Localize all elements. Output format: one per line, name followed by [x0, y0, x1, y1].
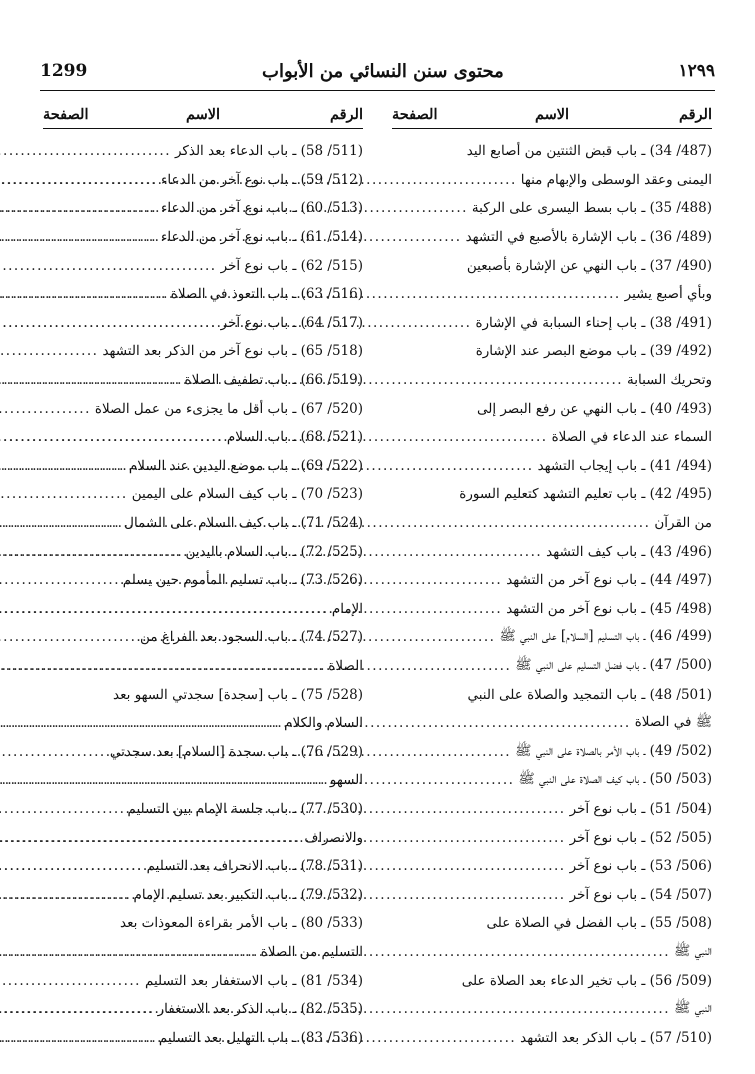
left-column	[43, 100, 363, 1052]
dot-leader	[0, 458, 125, 474]
toc-entry-line	[392, 166, 712, 195]
entry-title: (519/ 66) ـ باب تطفيف الصلاة	[184, 372, 363, 389]
toc-entry-line	[43, 537, 363, 566]
entry-title: (502/ 49) ـ باب الأمر بالصلاة على النبي ﷺ	[515, 742, 712, 759]
entry-title: (534/ 81) ـ باب الاستغفار بعد التسليم	[144, 972, 363, 989]
page-number-latin: 1299	[40, 61, 88, 81]
right-column	[392, 100, 712, 1052]
entry-title: (521/ 68) ـ باب السلام	[226, 429, 363, 446]
toc-entry-line	[392, 595, 712, 624]
toc-entry-line	[43, 337, 363, 366]
dot-leader	[0, 258, 217, 274]
toc-entry-line	[392, 737, 712, 766]
header-rule	[40, 90, 715, 91]
entry-title: (513/ 60) ـ باب نوع آخر من الدعاء	[161, 200, 363, 217]
toc-entry-line	[43, 623, 363, 652]
toc-entry-line	[392, 623, 712, 652]
toc-entry-line	[43, 823, 363, 852]
page-column-label: الصفحة	[43, 105, 89, 123]
entry-title: والانصراف	[304, 829, 363, 846]
entry-title: (488/ 35) ـ باب بسط اليسرى على الركبة	[471, 200, 712, 217]
toc-list-left	[43, 137, 363, 1052]
dot-leader	[0, 486, 128, 502]
toc-entry-line	[392, 394, 712, 423]
entry-title: (500/ 47) ـ باب فضل التسليم على النبي ﷺ	[515, 656, 712, 673]
entry-title: (498/ 45) ـ باب نوع آخر من التشهد	[506, 600, 712, 617]
toc-entry-line	[43, 652, 363, 681]
toc-entry-line	[392, 537, 712, 566]
entry-title: (504/ 51) ـ باب نوع آخر	[569, 800, 712, 817]
entry-title: (495/ 42) ـ باب تعليم التشهد كتعليم السورة	[459, 486, 712, 503]
toc-entry-line	[392, 251, 712, 280]
running-header	[40, 56, 715, 86]
entry-title: اليمنى وعقد الوسطى والإبهام منها	[520, 171, 712, 188]
toc-entry-line	[43, 566, 363, 595]
toc-entry-line	[392, 652, 712, 681]
dot-leader	[0, 343, 98, 359]
toc-entry-line	[392, 423, 712, 452]
entry-title: (536/ 83) ـ باب التهليل بعد التسليم	[158, 1029, 363, 1046]
entry-title: (535/ 82) ـ باب الذكر بعد الاستغفار	[157, 1001, 363, 1018]
entry-title: (525/ 72) ـ باب السلام باليدين	[185, 543, 363, 560]
number-column-label: الرقم	[329, 105, 363, 123]
entry-title: (518/ 65) ـ باب نوع آخر من الذكر بعد التشهد	[102, 343, 363, 360]
toc-entry-line	[43, 280, 363, 309]
entry-title: (501/ 48) ـ باب التمجيد والصلاة على النبي	[467, 686, 712, 703]
column-header	[43, 100, 363, 129]
entry-title: (505/ 52) ـ باب نوع آخر	[569, 829, 712, 846]
toc-entry-line	[43, 509, 363, 538]
toc-entry-line	[43, 166, 363, 195]
toc-entry-line	[392, 480, 712, 509]
toc-entry-line	[392, 337, 712, 366]
entry-title: السلام والكلام	[284, 715, 363, 732]
dot-leader	[0, 372, 181, 388]
toc-entry-line	[43, 680, 363, 709]
number-column-label: الرقم	[678, 105, 712, 123]
dot-leader	[0, 286, 167, 302]
entry-title: (514/ 61) ـ باب نوع آخر من الدعاء	[161, 229, 363, 246]
entry-title: (515/ 62) ـ باب نوع آخر	[220, 257, 363, 274]
entry-title: (527/ 74) ـ باب السجود بعد الفراغ من	[139, 629, 363, 646]
dot-leader	[0, 172, 157, 188]
toc-entry-line	[392, 566, 712, 595]
name-column-label: الاسم	[534, 105, 570, 123]
entry-title: (492/ 39) ـ باب موضع البصر عند الإشارة	[475, 343, 712, 360]
entry-title: (517/ 64) ـ باب نوع آخر	[220, 314, 363, 331]
toc-list-right	[392, 137, 712, 1052]
entry-title: الإمام	[331, 600, 363, 617]
entry-title: (529/ 76) ـ باب سجدة [السلام] بعد سجدتي	[109, 743, 363, 760]
toc-entry-line	[392, 452, 712, 481]
toc-entry-line	[43, 938, 363, 967]
entry-title: التسليم من الصلاة	[260, 943, 363, 960]
toc-entry-line	[392, 852, 712, 881]
toc-entry-line	[43, 480, 363, 509]
toc-entry-line	[43, 737, 363, 766]
entry-title: (512/ 59) ـ باب نوع آخر من الدعاء	[161, 171, 363, 188]
entry-title: (508/ 55) ـ باب الفضل في الصلاة على	[486, 915, 712, 932]
entry-title: (526/ 73) ـ باب تسليم المأموم حين يسلم	[122, 572, 363, 589]
toc-entry-line	[392, 880, 712, 909]
toc-entry-line	[392, 280, 712, 309]
entry-title: (522/ 69) ـ باب موضع اليدين عند السلام	[128, 457, 363, 474]
page-title: محتوى سنن النسائي من الأبواب	[262, 60, 504, 82]
entry-title: السماء عند الدعاء في الصلاة	[551, 429, 712, 446]
entry-title: (496/ 43) ـ باب كيف التشهد	[546, 543, 712, 560]
entry-title: (523/ 70) ـ باب كيف السلام على اليمين	[131, 486, 363, 503]
entry-title: (490/ 37) ـ باب النهي عن الإشارة بأصبعين	[466, 257, 712, 274]
dot-leader	[0, 200, 157, 216]
entry-title: (533/ 80) ـ باب الأمر بقراءة المعوذات بعد	[120, 915, 363, 932]
entry-title: من القرآن	[654, 515, 712, 532]
entry-title: النبي ﷺ	[673, 1000, 712, 1017]
dot-leader	[0, 772, 326, 788]
entry-title: (507/ 54) ـ باب نوع آخر	[569, 886, 712, 903]
entry-title: (494/ 41) ـ باب إيجاب التشهد	[537, 457, 712, 474]
toc-entry-line	[392, 766, 712, 795]
toc-entry-line	[392, 223, 712, 252]
entry-title: وتحريك السبابة	[627, 372, 712, 389]
entry-title: وبأي أصبع يشير	[624, 286, 712, 303]
entry-title: (499/ 46) ـ باب التسليم [السلام] على النبي ﷺ	[499, 628, 712, 645]
entry-title: (491/ 38) ـ باب إحناء السبابة في الإشارة	[475, 314, 712, 331]
dot-leader	[0, 544, 181, 560]
entry-title: الصلاة	[328, 657, 363, 674]
entry-title: (506/ 53) ـ باب نوع آخر	[569, 858, 712, 875]
dot-leader	[0, 1001, 154, 1017]
toc-entry-line	[43, 423, 363, 452]
entry-title: (531/ 78) ـ باب الانحراف بعد التسليم	[146, 858, 363, 875]
toc-entry-line	[43, 880, 363, 909]
entry-title: (524/ 71) ـ باب كيف السلام على الشمال	[124, 515, 363, 532]
toc-entry-line	[43, 251, 363, 280]
dot-leader	[0, 315, 217, 331]
toc-entry-line	[392, 137, 712, 166]
toc-entry-line	[392, 909, 712, 938]
entry-title: (511/ 58) ـ باب الدعاء بعد الذكر	[174, 143, 363, 160]
toc-entry-line	[43, 709, 363, 738]
toc-entry-line	[43, 137, 363, 166]
dot-leader	[0, 658, 324, 674]
entry-title: (516/ 63) ـ باب التعوذ في الصلاة	[170, 286, 363, 303]
dot-leader	[0, 1030, 155, 1046]
name-column-label: الاسم	[185, 105, 221, 123]
toc-entry-line	[392, 995, 712, 1024]
entry-title: (493/ 40) ـ باب النهي عن رفع البصر إلى	[476, 400, 712, 417]
toc-entry-line	[43, 966, 363, 995]
entry-title: (510/ 57) ـ باب الذكر بعد التشهد	[520, 1029, 712, 1046]
dot-leader	[0, 944, 257, 960]
toc-entry-line	[43, 795, 363, 824]
dot-leader	[0, 429, 223, 445]
toc-entry-line	[392, 938, 712, 967]
entry-title: (520/ 67) ـ باب أقل ما يجزىء من عمل الصلاة	[94, 400, 363, 417]
entry-title: ﷺ في الصلاة	[634, 714, 712, 731]
toc-entry-line	[392, 680, 712, 709]
entry-title: (530/ 77) ـ باب جلسة الإمام بين التسليم	[127, 800, 363, 817]
toc-entry-line	[43, 766, 363, 795]
toc-entry-line	[392, 795, 712, 824]
toc-entry-line	[392, 1023, 712, 1052]
entry-title: (503/ 50) ـ باب كيف الصلاة على النبي ﷺ	[518, 771, 712, 788]
toc-entry-line	[43, 1023, 363, 1052]
toc-entry-line	[43, 452, 363, 481]
toc-entry-line	[392, 509, 712, 538]
toc-entry-line	[392, 366, 712, 395]
entry-title: السهو	[329, 772, 363, 789]
column-header	[392, 100, 712, 129]
entry-title: (509/ 56) ـ باب تخير الدعاء بعد الصلاة على	[461, 972, 712, 989]
toc-entry-line	[43, 194, 363, 223]
page-number-arabic: ١٢٩٩	[678, 61, 715, 81]
toc-entry-line	[43, 394, 363, 423]
toc-entry-line	[43, 223, 363, 252]
page-column-label: الصفحة	[392, 105, 438, 123]
toc-entry-line	[43, 852, 363, 881]
entry-title: النبي ﷺ	[673, 942, 712, 959]
toc-entry-line	[392, 709, 712, 738]
dot-leader	[0, 973, 141, 989]
entry-title: (532/ 79) ـ باب التكبير بعد تسليم الإمام	[133, 886, 363, 903]
dot-leader	[0, 858, 143, 874]
dot-leader	[0, 401, 91, 417]
entry-title: (487/ 34) ـ باب قبض الثنتين من أصابع اليد	[466, 143, 712, 160]
toc-entry-line	[392, 966, 712, 995]
dot-leader	[0, 715, 280, 731]
toc-entry-line	[43, 309, 363, 338]
toc-entry-line	[43, 595, 363, 624]
dot-leader	[0, 515, 120, 531]
dot-leader	[0, 229, 157, 245]
toc-entry-line	[43, 909, 363, 938]
toc-entry-line	[392, 309, 712, 338]
dot-leader	[0, 830, 300, 846]
toc-entry-line	[392, 823, 712, 852]
entry-title: (528/ 75) ـ باب [سجدة] سجدتي السهو بعد	[113, 686, 363, 703]
toc-entry-line	[43, 366, 363, 395]
dot-leader	[0, 601, 328, 617]
entry-title: (497/ 44) ـ باب نوع آخر من التشهد	[506, 572, 712, 589]
dot-leader	[0, 143, 171, 159]
dot-leader	[0, 887, 130, 903]
entry-title: (489/ 36) ـ باب الإشارة بالأصبع في التشهد	[465, 229, 712, 246]
toc-entry-line	[392, 194, 712, 223]
toc-entry-line	[43, 995, 363, 1024]
